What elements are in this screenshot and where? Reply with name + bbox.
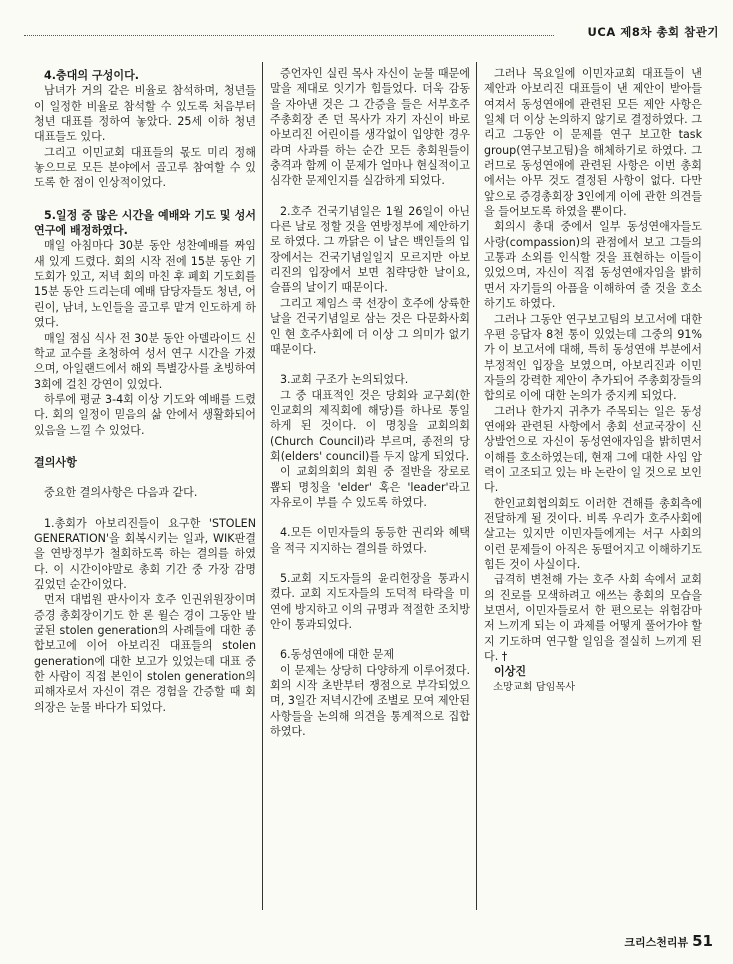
paragraph: 먼저 대법원 판사이자 호주 인권위원장이며 증경 총회장이기도 한 론 윌슨 경이 그동안 발굴된 stolen generation의 사례들에 대한 종합보고에 이어 아보리진 대표들의 stolen generation에 대한 보고가 있었는데 대표 중 한 사람이 직접 본인이 stolen generation의 피해자로서 자신이 겪은 경험을 간증할 때 회의장은 눈물 바다가 되었다. [34,593,256,714]
column-2 [270,66,470,739]
paragraph-gap [270,189,470,204]
paragraph: 2.호주 건국기념일은 1월 26일이 아닌 다른 날로 정할 것을 연방정부에 제안하기로 하였다. 그 까닭은 이 날은 백인들의 입장에서는 건국기념일일지 모르지만 아보리진의 입장에서 보면 침략당한 날이요, 슬픔의 날이기 때문이다. [270,204,470,295]
paragraph: 4.모든 이민자들의 동등한 권리와 혜택을 적극 지지하는 결의를 하였다. [270,526,470,555]
paragraph: 5.교회 지도자들의 윤리헌장을 통과시켰다. 교회 지도자들의 도덕적 타락을 미연에 방지하고 이의 규명과 적절한 조치방안이 통과되었다. [270,571,470,631]
paragraph: 이 교회의회의 회원 중 절반을 장로로 뽑되 명칭을 'elder' 혹은 'leader'라고 자유로이 부를 수 있도록 하였다. [270,465,470,509]
paragraph: 그 중 대표적인 것은 당회와 교구회(한인교회의 제직회에 해당)를 하나로 통일하게 된 것이다. 이 명칭을 교회의회(Church Council)라 부르며, 종전의 당회(elders' council)를 두지 않게 되었다. [270,388,470,463]
paragraph: 급격히 변천해 가는 호주 사회 속에서 교회의 진로를 모색하려고 애쓰는 총회의 모습을 보면서, 이민자들로서 한 편으로는 위험감마저 느끼게 되는 이 과제를 어떻게 풀어가야 할지 기도하며 연구할 일임을 절실히 느끼게 된다. † [484,573,702,664]
paragraph: 그리고 이민교회 대표들의 몫도 미리 정해 놓으므로 모든 분야에서 골고루 참여할 수 있도록 한 점이 인상적이었다. [34,145,256,190]
paragraph-gap [34,191,256,206]
paragraph: 중요한 결의사항은 다음과 같다. [43,486,198,500]
paragraph: 증언자인 실린 목사 자신이 눈물 때문에 말을 제대로 잇기가 힘들었다. 더욱 감동을 자아낸 것은 그 간증을 들은 서부호주 주총회장 존 던 목사가 자기 자신이 바로 아보리진 어린이를 생각없이 입양한 경우라며 사과를 하는 순간 모든 총회원들이 충격과 함께 이 문제가 얼마나 현실적이고 심각한 문제인지를 실감하게 되었다. [270,67,470,188]
page-number: 51 [692,932,713,950]
column-divider-2 [476,62,477,910]
paragraph: 매일 아침마다 30분 동안 성찬예배를 짜임새 있게 드렸다. 회의 시작 전에 15분 동안 기도회가 있고, 저녁 회의 마친 후 폐회 기도회를 15분 동안 드리는데 예배 담당자들도 청년, 어린이, 남녀, 노인들을 골고루 맡겨 인도하게 하였다. [34,239,256,330]
paragraph: 3.교회 구조가 논의되었다. [279,373,409,387]
paragraph: 그러나 한가지 귀추가 주목되는 일은 동성연애와 관련된 사항에서 총회 선교국장이 신상발언으로 자신이 동성연애자임을 밝히면서 이해를 호소하였는데, 현재 그에 대한 사임 압력이 고조되고 있는 바 논란이 일 것으로 보인다. [484,404,702,495]
paragraph-gap [270,556,470,571]
header-title: UCA 제8차 총회 참관기 [587,25,719,39]
paragraph: 하루에 평균 3-4회 이상 기도와 예배를 드렸다. 회의 일정이 믿음의 삶 안에서 생활화되어 있음을 느낄 수 있었다. [34,392,256,437]
author-role: 소망교회 담임목사 [493,681,576,693]
header-dotted-rule [24,35,554,36]
paragraph: 한인교회협의회도 이러한 견해를 총회측에 전달하게 될 것이다. 비록 우리가 호주사회에 살고는 있지만 이민자들에게는 서구 사회의 이런 문제들이 아직은 동떨어지고 이해하기도 힘든 것이 사실이다. [484,496,702,571]
paragraph-gap [34,438,256,453]
paragraph-gap [34,501,256,516]
section-heading: 5.일정 중 많은 시간을 예배와 기도 및 성서연구에 배정하였다. [34,208,256,238]
page-footer [624,932,713,950]
section-heading: 4.층대의 구성이다. [43,69,140,82]
author-name: 이상진 [493,665,527,679]
column-divider-1 [262,62,263,910]
section-heading: 결의사항 [34,455,77,469]
paragraph: 그러나 목요일에 이민자교회 대표들이 낸 제안과 아보리진 대표들이 낸 제안이 받아들여져서 동성연애에 관련된 모든 제안 사항은 일체 더 이상 논의하지 않기로 결정하였다. 그리고 그동안 이 문제를 연구 보고한 task group(연구보고팀)을 해체하기로 하였다. 그러므로 동성연애에 관련된 사항은 이번 총회에서는 아무 것도 결정된 사항이 없다. 다만 앞으로 증경총회장 3인에게 이에 관한 의견들을 들어보도록 하였을 뿐이다. [484,67,702,219]
paragraph-gap [270,632,470,647]
paragraph: 매일 점심 식사 전 30분 동안 아델라이드 신학교 교수를 초청하여 성서 연구 시간을 가졌으며, 아일랜드에서 해외 특별강사를 초빙하여 3회에 걸친 강연이 있었다. [34,331,256,391]
column-3-body [484,66,702,664]
paragraph: 그러나 그동안 연구보고팀의 보고서에 대한 우편 응답자 8천 통이 있었는데 그중의 91%가 이 보고서에 대해, 특히 동성연애 부분에서 부정적인 입장을 보였으며, 아보리진과 이민자들의 강력한 제안이 추가되어 주총회장들의 합의로 이에 대한 논의가 중지케 되었다. [484,312,702,403]
paragraph: 6.동성연애에 대한 문제 [279,648,395,662]
paragraph: 이 문제는 상당히 다양하게 이루어졌다. 회의 시작 초반부터 쟁점으로 부각되었으며, 3일간 저녁시간에 조별로 모여 제안된 사항들을 논의해 의견을 통계적으로 집합하였다. [270,663,470,739]
paragraph: 회의시 총대 중에서 일부 동성연애자들도 사랑(compassion)의 관점에서 보고 그들의 고통과 소외를 인식할 것을 표현하는 이들이 있었으며, 자신이 직접 동성연애자임을 밝히면서 자기들의 아픔을 이해하여 줄 것을 호소하기도 하였다. [484,220,702,311]
column-3 [484,66,702,695]
paragraph: 그리고 제임스 쿡 선장이 호주에 상륙한 날을 건국기념일로 삼는 것은 다문화사회인 현 호주사회에 더 이상 그 의미가 없기 때문이다. [270,296,470,356]
paragraph-gap [270,357,470,372]
paragraph: 1.총회가 아보리진들이 요구한 'STOLEN GENERATION'을 회복시키는 일과, WIK판결을 연방정부가 철회하도록 하는 결의를 하였다. 이 시간이야말로 총회 기간 중 가장 감명 깊었던 순간이었다. [34,516,256,591]
magazine-name: 크리스천리뷰 [624,936,689,949]
column-1 [34,66,256,715]
paragraph-gap [34,470,256,485]
running-header [24,24,719,40]
paragraph: 남녀가 거의 같은 비율로 참석하며, 청년들이 일정한 비율로 참석할 수 있도록 처음부터 청년 대표를 정하여 놓았다. 25세 이하 청년 대표들도 있다. [34,84,256,144]
paragraph-gap [270,510,470,525]
